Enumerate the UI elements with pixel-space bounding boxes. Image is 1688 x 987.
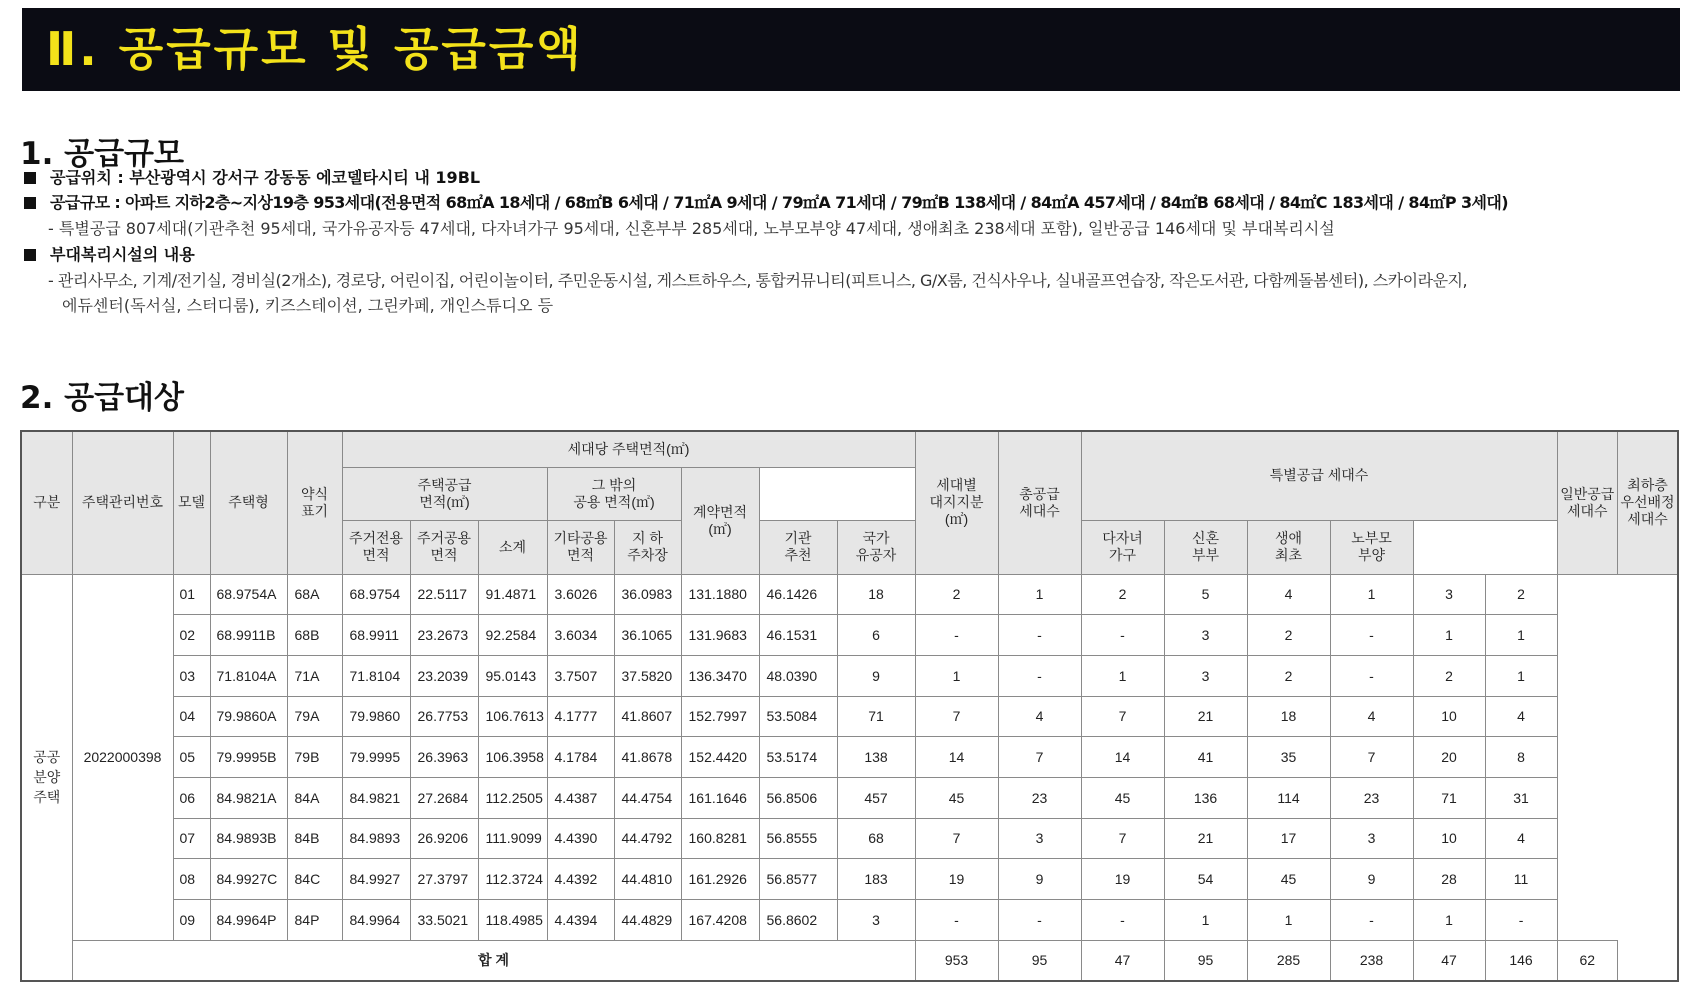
header-mgmt-no: 주택관리번호 (72, 431, 173, 574)
table-cell: 4.4392 (547, 859, 614, 900)
table-cell: 111.9099 (478, 818, 547, 859)
total-cell: 285 (1247, 940, 1330, 981)
table-cell: - (998, 900, 1081, 941)
table-cell: 167.4208 (681, 900, 759, 941)
table-cell: 84C (287, 859, 342, 900)
table-cell: 44.4792 (614, 818, 681, 859)
table-cell: 03 (173, 655, 210, 696)
table-cell: 71 (1413, 777, 1485, 818)
table-cell: - (1330, 615, 1413, 656)
table-cell: 2 (1247, 655, 1330, 696)
table-cell: 79.9860A (210, 696, 287, 737)
table-cell: 26.9206 (410, 818, 478, 859)
table-cell: 56.8577 (759, 859, 837, 900)
table-cell: 19 (915, 859, 998, 900)
total-label: 합 계 (72, 940, 915, 981)
header-exclusive-area: 주거전용 면적 (342, 520, 410, 574)
table-cell: 11 (1485, 859, 1557, 900)
supply-target-table (20, 430, 1679, 982)
total-cell: 146 (1485, 940, 1557, 981)
table-cell: - (998, 615, 1081, 656)
header-subtotal: 소계 (478, 520, 547, 574)
table-cell: 7 (1081, 696, 1164, 737)
table-cell: 2 (915, 574, 998, 615)
table-cell: 9 (837, 655, 915, 696)
header-model: 모델 (173, 431, 210, 574)
table-cell: 131.9683 (681, 615, 759, 656)
table-cell: 5 (1164, 574, 1247, 615)
facilities-title-line (24, 244, 195, 266)
total-cell: 95 (998, 940, 1081, 981)
facilities-list-line-2: 에듀센터(독서실, 스터디룸), 키즈스테이션, 그린카페, 개인스튜디오 등 (62, 296, 554, 315)
table-cell: 8 (1485, 737, 1557, 778)
table-cell: 07 (173, 818, 210, 859)
table-cell: 161.1646 (681, 777, 759, 818)
header-special-supply: 특별공급 세대수 (1081, 431, 1557, 520)
table-cell: 4.4390 (547, 818, 614, 859)
table-cell: 45 (915, 777, 998, 818)
table-cell: 1 (1413, 900, 1485, 941)
table-cell: 160.8281 (681, 818, 759, 859)
table-cell: 68 (837, 818, 915, 859)
table-cell: 138 (837, 737, 915, 778)
table-cell: 36.0983 (614, 574, 681, 615)
table-cell: 06 (173, 777, 210, 818)
table-cell: 05 (173, 737, 210, 778)
header-area-group: 세대당 주택면적(㎡) (342, 431, 915, 467)
header-lowest-floor: 최하층 우선배정 세대수 (1618, 431, 1678, 574)
table-cell: - (915, 615, 998, 656)
table-cell: 37.5820 (614, 655, 681, 696)
table-cell: 183 (837, 859, 915, 900)
header-short: 약식 표기 (287, 431, 342, 574)
table-cell: 3.6034 (547, 615, 614, 656)
header-sp-newlywed: 신혼 부부 (1164, 520, 1247, 574)
table-cell: 68.9754 (342, 574, 410, 615)
table-cell: 84.9964P (210, 900, 287, 941)
table-cell: 45 (1247, 859, 1330, 900)
table-cell: 1 (1485, 615, 1557, 656)
table-cell: 112.2505 (478, 777, 547, 818)
table-cell: 79A (287, 696, 342, 737)
banner-title: Ⅱ. 공급규모 및 공급금액 (46, 22, 584, 76)
table-cell: 33.5021 (410, 900, 478, 941)
header-general-supply: 일반공급 세대수 (1557, 431, 1617, 574)
table-cell: 35 (1247, 737, 1330, 778)
table-cell: 9 (998, 859, 1081, 900)
table-cell: 53.5084 (759, 696, 837, 737)
header-land-share: 세대별 대지지분 (㎡) (915, 431, 998, 574)
table-cell: 79.9995 (342, 737, 410, 778)
table-cell: 7 (915, 696, 998, 737)
table-cell: 23.2039 (410, 655, 478, 696)
table-cell: 44.4754 (614, 777, 681, 818)
table-cell: 4.4387 (547, 777, 614, 818)
table-cell: 7 (915, 818, 998, 859)
table-cell: 44.4829 (614, 900, 681, 941)
table-cell: 27.3797 (410, 859, 478, 900)
table-cell: 7 (998, 737, 1081, 778)
table-cell: 84A (287, 777, 342, 818)
table-cell: 23 (1330, 777, 1413, 818)
table-cell: 84P (287, 900, 342, 941)
table-cell: 4 (1330, 696, 1413, 737)
header-sp-first-home: 생애 최초 (1247, 520, 1330, 574)
header-sp-elder-support: 노부모 부양 (1330, 520, 1413, 574)
table-cell: 95.0143 (478, 655, 547, 696)
table-cell: 131.1880 (681, 574, 759, 615)
table-cell: 18 (837, 574, 915, 615)
table-row (21, 777, 1678, 818)
table-cell: 92.2584 (478, 615, 547, 656)
table-cell: 1 (1247, 900, 1330, 941)
table-cell: 136.3470 (681, 655, 759, 696)
table-cell: 84.9893 (342, 818, 410, 859)
table-cell: 23.2673 (410, 615, 478, 656)
table-cell: 26.3963 (410, 737, 478, 778)
mgmt-no-cell: 2022000398 (72, 574, 173, 940)
table-cell: 84.9927 (342, 859, 410, 900)
table-cell: 4.1777 (547, 696, 614, 737)
table-cell: 44.4810 (614, 859, 681, 900)
table-cell: - (1485, 900, 1557, 941)
table-cell: 1 (1081, 655, 1164, 696)
table-cell: 14 (915, 737, 998, 778)
table-cell: 02 (173, 615, 210, 656)
table-cell: 79.9995B (210, 737, 287, 778)
table-cell: 1 (915, 655, 998, 696)
table-cell: 68A (287, 574, 342, 615)
table-cell: 1 (1164, 900, 1247, 941)
table-cell: 10 (1413, 696, 1485, 737)
table-cell: 1 (998, 574, 1081, 615)
table-cell: 79B (287, 737, 342, 778)
table-cell: 1 (1330, 574, 1413, 615)
supply-location-line (24, 167, 480, 189)
table-cell: 56.8602 (759, 900, 837, 941)
header-sp-institution: 기관 추천 (759, 520, 837, 574)
square-bullet-icon (24, 172, 36, 184)
table-cell: 36.1065 (614, 615, 681, 656)
section-title-supply-scale: 1. 공급규모 (20, 136, 184, 172)
category-cell: 공공 분양 주택 (21, 574, 72, 981)
table-cell: 21 (1164, 696, 1247, 737)
table-cell: 84.9927C (210, 859, 287, 900)
table-cell: 71.8104A (210, 655, 287, 696)
table-cell: 6 (837, 615, 915, 656)
header-gubun: 구분 (21, 431, 72, 574)
table-cell: 22.5117 (410, 574, 478, 615)
header-sp-national-merit: 국가 유공자 (837, 520, 915, 574)
supply-location-text: 공급위치 : 부산광역시 강서구 강동동 에코델타시티 내 19BL (50, 168, 481, 187)
table-cell: 21 (1164, 818, 1247, 859)
total-cell: 47 (1081, 940, 1164, 981)
table-cell: - (1330, 655, 1413, 696)
table-cell: 1 (1485, 655, 1557, 696)
table-cell: 01 (173, 574, 210, 615)
table-cell: 19 (1081, 859, 1164, 900)
total-cell: 953 (915, 940, 998, 981)
table-cell: 4 (1485, 696, 1557, 737)
header-parking: 지 하 주차장 (614, 520, 681, 574)
table-cell: 26.7753 (410, 696, 478, 737)
table-cell: 1 (1413, 615, 1485, 656)
table-cell: 3 (1413, 574, 1485, 615)
header-type: 주택형 (210, 431, 287, 574)
table-cell: 17 (1247, 818, 1330, 859)
table-cell: 84.9821A (210, 777, 287, 818)
table-cell: 9 (1330, 859, 1413, 900)
table-cell: 84B (287, 818, 342, 859)
table-cell: 41 (1164, 737, 1247, 778)
header-contract-area: 계약면적 (㎡) (681, 467, 759, 574)
table-row (21, 696, 1678, 737)
header-sp-multi-child: 다자녀 가구 (1081, 520, 1164, 574)
table-cell: 68.9911 (342, 615, 410, 656)
table-cell: 46.1426 (759, 574, 837, 615)
table-cell: 136 (1164, 777, 1247, 818)
supply-scale-text: 공급규모 : 아파트 지하2층~지상19층 953세대(전용면적 68㎡A 18세대 / 68㎡B 6세대 / 71㎡A 9세대 / 79㎡A 71세대 / 79㎡B 138세대 / 84㎡A 457세대 / 84㎡B 68세대 / 84㎡C 183세대 / 84㎡P 3세대) (50, 193, 1508, 212)
table-cell: 09 (173, 900, 210, 941)
supply-scale-detail: - 특별공급 807세대(기관추천 95세대, 국가유공자등 47세대, 다자녀가구 95세대, 신혼부부 285세대, 노부모부양 47세대, 생애최초 238세대 포함), 일반공급 146세대 및 부대복리시설 (48, 219, 1335, 238)
header-total-units: 총공급 세대수 (998, 431, 1081, 574)
table-cell: 84.9964 (342, 900, 410, 941)
table-cell: 84.9893B (210, 818, 287, 859)
table-cell: 7 (1081, 818, 1164, 859)
table-cell: 3.7507 (547, 655, 614, 696)
table-cell: - (915, 900, 998, 941)
table-cell: 56.8506 (759, 777, 837, 818)
table-cell: 4.4394 (547, 900, 614, 941)
table-cell: 20 (1413, 737, 1485, 778)
table-cell: 106.3958 (478, 737, 547, 778)
table-cell: 152.4420 (681, 737, 759, 778)
header-other-common: 기타공용 면적 (547, 520, 614, 574)
table-cell: 118.4985 (478, 900, 547, 941)
table-cell: 71 (837, 696, 915, 737)
table-row (21, 737, 1678, 778)
table-cell: 54 (1164, 859, 1247, 900)
table-cell: 3 (837, 900, 915, 941)
table-cell: 91.4871 (478, 574, 547, 615)
table-cell: 4.1784 (547, 737, 614, 778)
table-cell: 106.7613 (478, 696, 547, 737)
table-cell: 28 (1413, 859, 1485, 900)
table-cell: 08 (173, 859, 210, 900)
table-cell: 3 (1164, 615, 1247, 656)
table-row (21, 859, 1678, 900)
table-cell: - (998, 655, 1081, 696)
table-cell: 4 (1485, 818, 1557, 859)
total-cell: 95 (1164, 940, 1247, 981)
table-cell: 41.8607 (614, 696, 681, 737)
table-row (21, 818, 1678, 859)
table-cell: 18 (1247, 696, 1330, 737)
table-cell: 48.0390 (759, 655, 837, 696)
table-cell: - (1081, 900, 1164, 941)
table-row (21, 655, 1678, 696)
table-cell: 3 (1164, 655, 1247, 696)
table-cell: 46.1531 (759, 615, 837, 656)
total-cell: 238 (1330, 940, 1413, 981)
header-supply-area: 주택공급 면적(㎡) (342, 467, 547, 520)
table-cell: 114 (1247, 777, 1330, 818)
table-body (21, 574, 1678, 981)
section-title-supply-target: 2. 공급대상 (20, 380, 184, 416)
table-cell: 7 (1330, 737, 1413, 778)
table-cell: - (1330, 900, 1413, 941)
table-cell: 2 (1413, 655, 1485, 696)
table-row (21, 615, 1678, 656)
table-cell: 31 (1485, 777, 1557, 818)
total-cell: 47 (1413, 940, 1485, 981)
table-cell: 3 (1330, 818, 1413, 859)
header-other-area: 그 밖의 공용 면적(㎡) (547, 467, 681, 520)
table-cell: 84.9821 (342, 777, 410, 818)
title-banner (22, 8, 1680, 91)
table-cell: 4 (1247, 574, 1330, 615)
total-row (21, 940, 1678, 981)
table-cell: 3 (998, 818, 1081, 859)
facilities-list-line-1: - 관리사무소, 기계/전기실, 경비실(2개소), 경로당, 어린이집, 어린이놀이터, 주민운동시설, 게스트하우스, 통합커뮤니티(피트니스, G/X룸, 건식사우나, 실내골프연습장, 작은도서관, 다함께돌봄센터), 스카이라운지, (48, 271, 1468, 290)
table-cell: 14 (1081, 737, 1164, 778)
table-cell: 2 (1081, 574, 1164, 615)
table-cell: 27.2684 (410, 777, 478, 818)
table-cell: 161.2926 (681, 859, 759, 900)
table-row (21, 900, 1678, 941)
table-cell: 2 (1485, 574, 1557, 615)
table-row (21, 574, 1678, 615)
header-common-area: 주거공용 면적 (410, 520, 478, 574)
table-cell: 41.8678 (614, 737, 681, 778)
table-cell: 68B (287, 615, 342, 656)
table-cell: 2 (1247, 615, 1330, 656)
square-bullet-icon (24, 197, 36, 209)
table-cell: 79.9860 (342, 696, 410, 737)
table-cell: 68.9754A (210, 574, 287, 615)
table-cell: 53.5174 (759, 737, 837, 778)
table-cell: 71.8104 (342, 655, 410, 696)
table-cell: 68.9911B (210, 615, 287, 656)
table-cell: 23 (998, 777, 1081, 818)
table-cell: 04 (173, 696, 210, 737)
table-cell: 71A (287, 655, 342, 696)
total-cell: 62 (1557, 940, 1617, 981)
table-cell: 457 (837, 777, 915, 818)
table-cell: 45 (1081, 777, 1164, 818)
square-bullet-icon (24, 249, 36, 261)
table-cell: 56.8555 (759, 818, 837, 859)
supply-scale-line (24, 192, 1508, 214)
table-cell: 3.6026 (547, 574, 614, 615)
table-cell: 152.7997 (681, 696, 759, 737)
table-cell: - (1081, 615, 1164, 656)
table-cell: 112.3724 (478, 859, 547, 900)
table-cell: 4 (998, 696, 1081, 737)
facilities-title-text: 부대복리시설의 내용 (50, 245, 195, 264)
table-cell: 10 (1413, 818, 1485, 859)
